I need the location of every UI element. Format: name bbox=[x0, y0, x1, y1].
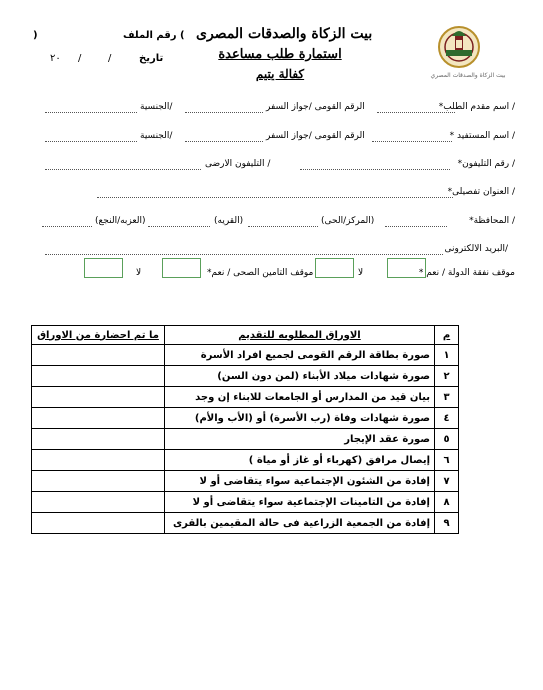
beneficiary-nationality-label: الجنسية/ bbox=[140, 131, 173, 141]
hamlet-label: (العزبه/النجع) bbox=[95, 216, 146, 226]
applicant-name-label: *اسم مقدم الطلب / bbox=[438, 102, 515, 112]
file-number-close: ) bbox=[33, 30, 38, 41]
document-name: إيصال مرافق (كهرباء أو غاز أو مياة ) bbox=[165, 450, 435, 471]
address-field[interactable] bbox=[97, 197, 453, 198]
table-row bbox=[32, 408, 459, 429]
row-number: ٦ bbox=[435, 450, 459, 471]
table-row bbox=[32, 387, 459, 408]
file-number-label: رقم الملف ( bbox=[123, 30, 185, 41]
governorate-field[interactable] bbox=[385, 226, 447, 227]
document-name: إفادة من التامينات الإجتماعية سواء يتقاضى أو لا bbox=[165, 492, 435, 513]
document-name: صورة بطاقة الرقم القومى لجميع افراد الأسرة bbox=[165, 345, 435, 366]
document-name: صورة عقد الإيجار bbox=[165, 429, 435, 450]
logo-caption: بيت الزكاة والصدقات المصري bbox=[430, 72, 506, 79]
date-year: ٢٠ bbox=[50, 53, 61, 64]
health-insurance-yes-checkbox[interactable] bbox=[162, 258, 201, 278]
village-label: (القريه) bbox=[214, 216, 244, 226]
table-header-row bbox=[32, 326, 459, 345]
provided-cell[interactable] bbox=[32, 450, 165, 471]
gov-expense-no-checkbox[interactable] bbox=[315, 258, 354, 278]
column-header-provided: ما تم احضارة من الاوراق bbox=[32, 326, 165, 345]
row-number: ٥ bbox=[435, 429, 459, 450]
date-slash: / bbox=[108, 53, 112, 64]
table-row bbox=[32, 471, 459, 492]
row-number: ٤ bbox=[435, 408, 459, 429]
provided-cell[interactable] bbox=[32, 513, 165, 534]
no-label: لا bbox=[358, 268, 364, 278]
date-slash: / bbox=[78, 53, 82, 64]
beneficiary-name-label: * اسم المستفيد / bbox=[449, 131, 515, 141]
document-name: إفادة من الجمعية الزراعية فى حالة المقيمين بالقرى bbox=[165, 513, 435, 534]
provided-cell[interactable] bbox=[32, 429, 165, 450]
hamlet-field[interactable] bbox=[42, 226, 92, 227]
document-name: إفادة من الشئون الإجتماعية سواء يتقاضى أو لا bbox=[165, 471, 435, 492]
table-row bbox=[32, 366, 459, 387]
applicant-nationality-label: الجنسية/ bbox=[140, 102, 173, 112]
requirements-table bbox=[31, 325, 459, 534]
provided-cell[interactable] bbox=[32, 471, 165, 492]
applicant-nationality-field[interactable] bbox=[45, 112, 137, 113]
document-name: بيان قيد من المدارس أو الجامعات للابناء إن وجد bbox=[165, 387, 435, 408]
village-field[interactable] bbox=[148, 226, 210, 227]
beneficiary-id-label: الرقم القومى /جواز السفر bbox=[266, 131, 365, 141]
provided-cell[interactable] bbox=[32, 492, 165, 513]
governorate-label: *المحافظة / bbox=[469, 216, 515, 226]
health-insurance-label: *موقف التامين الصحى / نعم bbox=[207, 268, 314, 278]
mosque-emblem-icon bbox=[431, 20, 506, 90]
document-name: صورة شهادات وفاة (رب الأسرة) أو (الأب والأم) bbox=[165, 408, 435, 429]
beneficiary-name-field[interactable] bbox=[372, 141, 452, 142]
date-label: تاريخ bbox=[139, 53, 164, 64]
org-name: بيت الزكاة والصدقات المصرى bbox=[196, 26, 373, 42]
landline-label: التليفون الارضى / bbox=[205, 159, 271, 169]
applicant-name-field[interactable] bbox=[377, 112, 455, 113]
beneficiary-id-field[interactable] bbox=[185, 141, 263, 142]
row-number: ٨ bbox=[435, 492, 459, 513]
no-label: لا bbox=[136, 268, 142, 278]
district-label: (المركز/الحى) bbox=[321, 216, 375, 226]
table-row bbox=[32, 429, 459, 450]
landline-field[interactable] bbox=[45, 169, 201, 170]
table-row bbox=[32, 345, 459, 366]
row-number: ١ bbox=[435, 345, 459, 366]
email-label: البريد الالكترونى/ bbox=[444, 244, 508, 254]
provided-cell[interactable] bbox=[32, 408, 165, 429]
table-row bbox=[32, 513, 459, 534]
address-label: *العنوان تفصيلى / bbox=[447, 187, 515, 197]
logo bbox=[431, 20, 506, 90]
provided-cell[interactable] bbox=[32, 366, 165, 387]
applicant-id-label: الرقم القومى /جواز السفر bbox=[266, 102, 365, 112]
provided-cell[interactable] bbox=[32, 345, 165, 366]
row-number: ٢ bbox=[435, 366, 459, 387]
table-row bbox=[32, 492, 459, 513]
applicant-id-field[interactable] bbox=[185, 112, 263, 113]
table-row bbox=[32, 450, 459, 471]
row-number: ٣ bbox=[435, 387, 459, 408]
column-header-number: م bbox=[435, 326, 459, 345]
row-number: ٩ bbox=[435, 513, 459, 534]
district-field[interactable] bbox=[248, 226, 318, 227]
provided-cell[interactable] bbox=[32, 387, 165, 408]
row-number: ٧ bbox=[435, 471, 459, 492]
phone-label: *رقم التليفون / bbox=[457, 159, 515, 169]
document-name: صورة شهادات ميلاد الأبناء (لمن دون السن) bbox=[165, 366, 435, 387]
email-field[interactable] bbox=[45, 254, 443, 255]
form-subtitle: كفالة يتيم bbox=[255, 67, 305, 81]
beneficiary-nationality-field[interactable] bbox=[45, 141, 137, 142]
gov-expense-yes-checkbox[interactable] bbox=[387, 258, 426, 278]
form-title: استمارة طلب مساعدة bbox=[218, 47, 342, 62]
column-header-documents: الاوراق المطلوبه للتقديم bbox=[165, 326, 435, 345]
health-insurance-no-checkbox[interactable] bbox=[84, 258, 123, 278]
phone-field[interactable] bbox=[300, 169, 450, 170]
gov-expense-label: * موقف نفقة الدولة / نعم bbox=[418, 268, 515, 278]
